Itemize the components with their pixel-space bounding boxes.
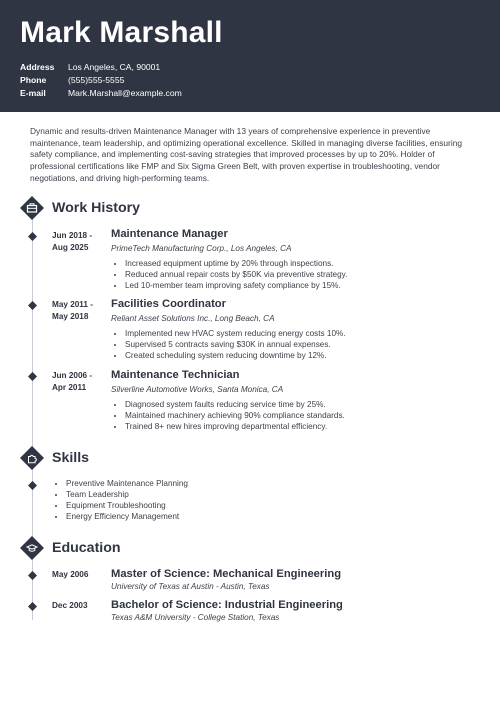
list-item: • Equipment Troubleshooting <box>66 500 188 511</box>
list-item: • Increased equipment uptime by 20% through inspections. <box>125 258 347 269</box>
list-item: • Diagnosed system faults reducing service time by 25%. <box>125 399 345 410</box>
date-end: Apr 2011 <box>52 382 87 392</box>
timeline-marker <box>28 602 37 611</box>
list-item: • Led 10-member team improving safety compliance by 15%. <box>125 280 347 291</box>
timeline-marker <box>28 301 37 310</box>
section-title-education: Education <box>52 540 121 556</box>
timeline-marker <box>28 372 37 381</box>
job-title: Maintenance Technician <box>111 369 240 381</box>
job-company: Reliant Asset Solutions Inc., Long Beach, CA <box>111 314 275 323</box>
graduation-cap-icon <box>20 536 44 560</box>
job-title: Facilities Coordinator <box>111 298 226 310</box>
list-item: • Maintained machinery achieving 90% compliance standards. <box>125 410 345 421</box>
list-item: • Supervised 5 contracts saving $30K in annual expenses. <box>125 339 346 350</box>
job-company: Silverline Automotive Works, Santa Monica, CA <box>111 385 284 394</box>
contact-label: Phone <box>20 75 47 85</box>
section-title-work-history: Work History <box>52 200 141 216</box>
list-item: • Reduced annual repair costs by $50K via preventive strategy. <box>125 269 347 280</box>
job-dates <box>52 299 110 322</box>
contact-phone <box>20 75 124 85</box>
timeline-marker <box>28 481 37 490</box>
professional-summary: Dynamic and results-driven Maintenance Manager with 13 years of comprehensive experience in preventive maintenance, team leadership, and optimizing operational excellence. Skilled in managing diverse facilities, ensuring safety compliance, and implementing cost-saving strategies that improved processes by up to 20%. Holder of professional certifications like FMP and Six Sigma Green Belt, with proven expertise in troubleshooting, vendor negotiations, and driving high-performing teams. <box>30 126 463 183</box>
contact-value: Los Angeles, CA, 90001 <box>68 62 161 72</box>
contact-value: (555)555-5555 <box>68 75 125 85</box>
list-item: • Trained 8+ new hires improving departmental efficiency. <box>125 421 345 432</box>
contact-value: Mark.Marshall@example.com <box>68 88 182 98</box>
job-bullets <box>111 328 346 361</box>
job-title: Maintenance Manager <box>111 228 228 240</box>
list-item: • Preventive Maintenance Planning <box>66 478 188 489</box>
school-name: Texas A&M University - College Station, Texas <box>111 613 280 622</box>
skills-list <box>52 478 188 522</box>
job-dates <box>52 370 110 393</box>
resume-header <box>0 0 500 112</box>
list-item: • Implemented new HVAC system reducing energy costs 10%. <box>125 328 346 339</box>
job-bullets <box>111 399 345 432</box>
puzzle-icon <box>20 446 44 470</box>
timeline-marker <box>28 232 37 241</box>
date-start: Jun 2018 - <box>52 231 93 240</box>
contact-address <box>20 62 160 72</box>
job-dates <box>52 230 110 253</box>
list-item: • Team Leadership <box>66 489 188 500</box>
job-company: PrimeTech Manufacturing Corp., Los Angeles, CA <box>111 244 292 253</box>
school-name: University of Texas at Austin - Austin, Texas <box>111 582 270 591</box>
degree-title: Bachelor of Science: Industrial Engineering <box>111 599 343 611</box>
date-start: Jun 2006 - <box>52 371 93 380</box>
degree-title: Master of Science: Mechanical Engineering <box>111 568 342 580</box>
list-item: • Energy Efficiency Management <box>66 511 188 522</box>
date-end: May 2018 <box>52 311 89 321</box>
education-date: Dec 2003 <box>52 601 88 610</box>
section-title-skills: Skills <box>52 450 90 466</box>
date-end: Aug 2025 <box>52 242 89 252</box>
list-item: • Created scheduling system reducing downtime by 12%. <box>125 350 346 361</box>
contact-email <box>20 88 182 98</box>
candidate-name: Mark Marshall <box>20 16 223 49</box>
education-date: May 2006 <box>52 570 89 579</box>
contact-label: E-mail <box>20 88 46 98</box>
briefcase-icon <box>20 196 44 220</box>
date-start: May 2011 - <box>52 300 93 309</box>
job-bullets <box>111 258 347 291</box>
timeline-marker <box>28 571 37 580</box>
contact-label: Address <box>20 62 55 72</box>
